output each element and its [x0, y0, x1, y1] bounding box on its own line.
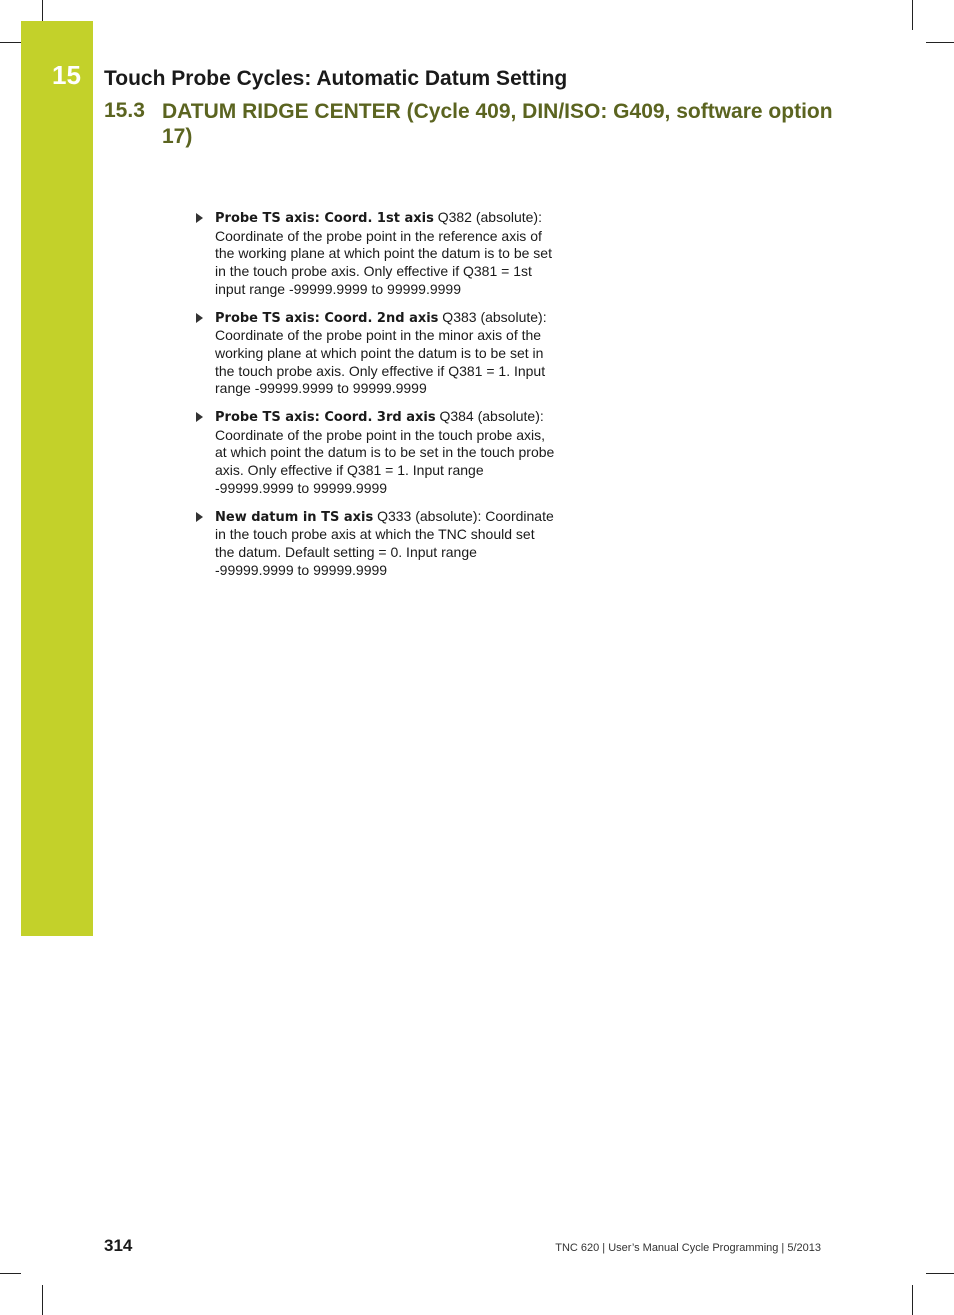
crop-mark — [912, 1285, 913, 1315]
parameter-list — [195, 209, 555, 589]
parameter-name: Probe TS axis: Coord. 3rd axis — [215, 410, 436, 426]
crop-mark — [926, 42, 954, 43]
bullet-triangle-icon — [196, 213, 203, 223]
parameter-item — [195, 508, 555, 580]
parameter-item — [195, 309, 555, 399]
chapter-title: Touch Probe Cycles: Automatic Datum Setting — [104, 67, 568, 90]
chapter-number: 15 — [52, 60, 81, 90]
page-number: 314 — [104, 1236, 133, 1255]
crop-mark — [0, 42, 21, 43]
parameter-item — [195, 209, 555, 299]
crop-mark — [42, 0, 43, 21]
crop-mark — [42, 1285, 43, 1315]
section-number: 15.3 — [104, 99, 145, 122]
section-title: DATUM RIDGE CENTER (Cycle 409, DIN/ISO: G409, software option 17) — [162, 100, 833, 148]
parameter-name: Probe TS axis: Coord. 2nd axis — [215, 310, 439, 326]
crop-mark — [912, 0, 913, 30]
footer-text: TNC 620 | User’s Manual Cycle Programming | 5/2013 — [555, 1242, 821, 1254]
parameter-description: Q382 (absolute): Coordinate of the probe point in the reference axis of the working plane at which point the datum is to be set in the touch probe axis. Only effective if Q381 = 1st input range -99999.9999 to 99999.9999 — [215, 209, 552, 297]
parameter-description: Q384 (absolute): Coordinate of the probe point in the touch probe axis, at which point the datum is to be set in the touch probe axis. Only effective if Q381 = 1. Input range -99999.9999 to 99999.9999 — [215, 408, 555, 496]
parameter-item — [195, 408, 555, 498]
bullet-triangle-icon — [196, 412, 203, 422]
crop-mark — [0, 1273, 21, 1274]
bullet-triangle-icon — [196, 512, 203, 522]
parameter-description: Q333 (absolute): Coordinate in the touch probe axis at which the TNC should set the datum. Default setting = 0. Input range -99999.9999 to 99999.9999 — [215, 507, 554, 578]
bullet-triangle-icon — [196, 313, 203, 323]
crop-mark — [926, 1273, 954, 1274]
chapter-sidebar — [21, 21, 93, 936]
parameter-name: Probe TS axis: Coord. 1st axis — [215, 211, 434, 226]
parameter-name: New datum in TS axis — [215, 509, 374, 525]
parameter-description: Q383 (absolute): Coordinate of the probe point in the minor axis of the working plane at which point the datum is to be set in the touch probe axis. Only effective if Q381 = 1. Input range -99999.9999 to 99999.9999 — [215, 308, 547, 397]
